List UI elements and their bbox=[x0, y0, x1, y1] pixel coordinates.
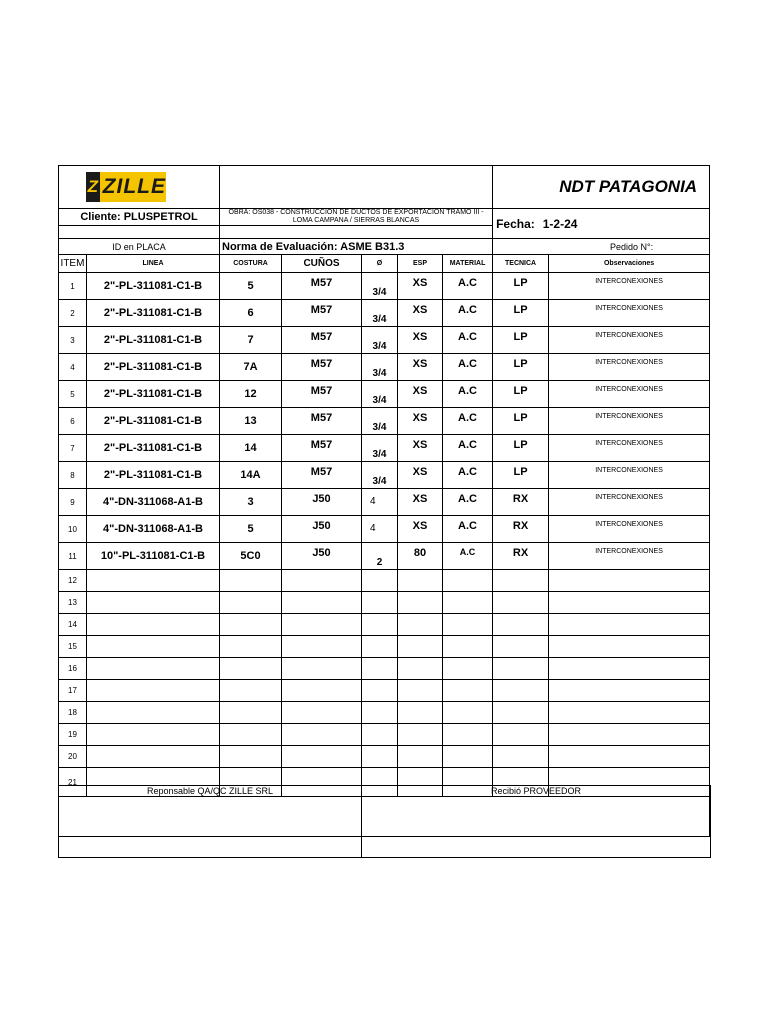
cell-item: 2 bbox=[59, 300, 87, 327]
cell-observaciones: INTERCONEXIONES bbox=[549, 516, 710, 543]
cell-item: 18 bbox=[59, 702, 87, 724]
cell-linea: 2"-PL-311081-C1-B bbox=[87, 327, 220, 354]
cell-item: 3 bbox=[59, 327, 87, 354]
cell-empty bbox=[362, 592, 398, 614]
cell-linea: 2"-PL-311081-C1-B bbox=[87, 273, 220, 300]
cell-observaciones: INTERCONEXIONES bbox=[549, 543, 710, 570]
cell-empty bbox=[443, 658, 493, 680]
zille-logo-text: ZILLE bbox=[102, 175, 166, 198]
cell-empty bbox=[362, 570, 398, 592]
cell-empty bbox=[443, 746, 493, 768]
cell-empty bbox=[282, 724, 362, 746]
cell-item: 21 bbox=[59, 768, 87, 797]
cell-empty bbox=[87, 658, 220, 680]
cell-observaciones: INTERCONEXIONES bbox=[549, 489, 710, 516]
blank-cell bbox=[59, 226, 220, 239]
cell-empty bbox=[493, 592, 549, 614]
cell-cunos: J50 bbox=[282, 489, 362, 516]
cell-diametro: 2 bbox=[362, 543, 398, 570]
cell-linea: 2"-PL-311081-C1-B bbox=[87, 300, 220, 327]
cell-linea: 2"-PL-311081-C1-B bbox=[87, 354, 220, 381]
cell-empty bbox=[549, 636, 710, 658]
cell-empty bbox=[87, 724, 220, 746]
blank-cell bbox=[220, 226, 493, 239]
cell-diametro: 3/4 bbox=[362, 435, 398, 462]
cell-item: 15 bbox=[59, 636, 87, 658]
cell-empty bbox=[549, 680, 710, 702]
cell-empty bbox=[362, 702, 398, 724]
cell-empty bbox=[398, 746, 443, 768]
table-row-empty bbox=[59, 570, 710, 592]
cliente-label: Cliente: PLUSPETROL bbox=[59, 209, 220, 226]
header-blank-cell bbox=[220, 166, 493, 209]
cell-empty bbox=[220, 702, 282, 724]
cell-cunos: M57 bbox=[282, 462, 362, 489]
col-tecnica: TECNICA bbox=[493, 255, 549, 273]
table-row-empty bbox=[59, 592, 710, 614]
cell-item: 8 bbox=[59, 462, 87, 489]
cell-item: 11 bbox=[59, 543, 87, 570]
cell-empty bbox=[443, 702, 493, 724]
cell-tecnica: LP bbox=[493, 327, 549, 354]
cell-tecnica: RX bbox=[493, 516, 549, 543]
cell-item: 5 bbox=[59, 381, 87, 408]
cell-costura: 3 bbox=[220, 489, 282, 516]
cell-empty bbox=[87, 746, 220, 768]
table-row-empty bbox=[59, 636, 710, 658]
cell-empty bbox=[220, 570, 282, 592]
cell-empty bbox=[398, 702, 443, 724]
cell-empty bbox=[362, 680, 398, 702]
col-cunos: CUÑOS bbox=[282, 255, 362, 273]
cell-empty bbox=[87, 636, 220, 658]
cell-cunos: M57 bbox=[282, 354, 362, 381]
col-item: ITEM bbox=[59, 255, 87, 273]
cell-esp: XS bbox=[398, 381, 443, 408]
table-row bbox=[59, 354, 710, 381]
cell-diametro: 3/4 bbox=[362, 327, 398, 354]
cell-observaciones: INTERCONEXIONES bbox=[549, 381, 710, 408]
cell-empty bbox=[549, 746, 710, 768]
cell-esp: XS bbox=[398, 462, 443, 489]
col-material: MATERIAL bbox=[443, 255, 493, 273]
cell-esp: XS bbox=[398, 489, 443, 516]
cell-diametro: 4 bbox=[362, 489, 398, 516]
cell-material: A.C bbox=[443, 489, 493, 516]
table-row bbox=[59, 408, 710, 435]
cell-material: A.C bbox=[443, 327, 493, 354]
cell-cunos: J50 bbox=[282, 516, 362, 543]
fecha-value: 1-2-24 bbox=[542, 216, 578, 231]
cell-material: A.C bbox=[443, 381, 493, 408]
cell-tecnica: RX bbox=[493, 543, 549, 570]
cell-observaciones: INTERCONEXIONES bbox=[549, 327, 710, 354]
cell-costura: 7 bbox=[220, 327, 282, 354]
table-row bbox=[59, 381, 710, 408]
cell-item: 19 bbox=[59, 724, 87, 746]
cell-tecnica: LP bbox=[493, 381, 549, 408]
table-row bbox=[59, 435, 710, 462]
cell-diametro: 3/4 bbox=[362, 300, 398, 327]
cell-empty bbox=[282, 746, 362, 768]
pedido-label: Pedido N°: bbox=[493, 239, 710, 255]
table-row bbox=[59, 300, 710, 327]
cell-empty bbox=[493, 746, 549, 768]
cell-empty bbox=[282, 680, 362, 702]
cell-empty bbox=[443, 592, 493, 614]
cell-item: 1 bbox=[59, 273, 87, 300]
table-row bbox=[59, 327, 710, 354]
cell-observaciones: INTERCONEXIONES bbox=[549, 354, 710, 381]
cell-observaciones: INTERCONEXIONES bbox=[549, 435, 710, 462]
table-row bbox=[59, 543, 710, 570]
cell-item: 20 bbox=[59, 746, 87, 768]
cell-cunos: M57 bbox=[282, 435, 362, 462]
cell-empty bbox=[220, 614, 282, 636]
cell-diametro: 3/4 bbox=[362, 381, 398, 408]
column-header-row bbox=[59, 255, 710, 273]
cell-esp: XS bbox=[398, 327, 443, 354]
signature-qaqc-label: Reponsable QA/QC ZILLE SRL bbox=[146, 786, 274, 796]
fecha-label: Fecha: bbox=[496, 216, 535, 231]
cell-empty bbox=[362, 746, 398, 768]
cell-empty bbox=[493, 658, 549, 680]
document-title: NDT PATAGONIA bbox=[493, 166, 710, 209]
cell-empty bbox=[87, 614, 220, 636]
cell-material: A.C bbox=[443, 273, 493, 300]
cell-empty bbox=[549, 724, 710, 746]
col-observaciones: Observaciones bbox=[549, 255, 710, 273]
cell-cunos: M57 bbox=[282, 327, 362, 354]
col-esp: ESP bbox=[398, 255, 443, 273]
cell-empty bbox=[398, 592, 443, 614]
cell-cunos: M57 bbox=[282, 300, 362, 327]
cell-costura: 12 bbox=[220, 381, 282, 408]
signature-qaqc bbox=[59, 786, 362, 857]
cell-item: 16 bbox=[59, 658, 87, 680]
cell-empty bbox=[87, 702, 220, 724]
cell-empty bbox=[398, 570, 443, 592]
table-row bbox=[59, 462, 710, 489]
cell-cunos: M57 bbox=[282, 381, 362, 408]
obra-description bbox=[220, 209, 493, 226]
cell-material: A.C bbox=[443, 462, 493, 489]
table-row-empty bbox=[59, 724, 710, 746]
cell-empty bbox=[398, 680, 443, 702]
cell-item: 14 bbox=[59, 614, 87, 636]
cell-material: A.C bbox=[443, 516, 493, 543]
cell-empty bbox=[493, 614, 549, 636]
cell-empty bbox=[362, 724, 398, 746]
cell-costura: 5C0 bbox=[220, 543, 282, 570]
cell-empty bbox=[282, 702, 362, 724]
cell-empty bbox=[220, 658, 282, 680]
table-row bbox=[59, 516, 710, 543]
cell-esp: XS bbox=[398, 273, 443, 300]
cell-linea: 4"-DN-311068-A1-B bbox=[87, 489, 220, 516]
cell-empty bbox=[493, 570, 549, 592]
cell-diametro: 4 bbox=[362, 516, 398, 543]
cell-diametro: 3/4 bbox=[362, 273, 398, 300]
cell-tecnica: LP bbox=[493, 354, 549, 381]
cell-costura: 5 bbox=[220, 516, 282, 543]
cell-cunos: M57 bbox=[282, 273, 362, 300]
cell-diametro: 3/4 bbox=[362, 408, 398, 435]
cell-esp: XS bbox=[398, 435, 443, 462]
cell-material: A.C bbox=[443, 435, 493, 462]
logo-cell bbox=[59, 166, 220, 209]
cell-linea: 2"-PL-311081-C1-B bbox=[87, 381, 220, 408]
cell-item: 17 bbox=[59, 680, 87, 702]
cell-empty bbox=[398, 724, 443, 746]
zille-logo bbox=[86, 172, 166, 202]
cell-esp: XS bbox=[398, 408, 443, 435]
cell-linea: 10"-PL-311081-C1-B bbox=[87, 543, 220, 570]
cell-material: A.C bbox=[443, 543, 493, 570]
cell-diametro: 3/4 bbox=[362, 462, 398, 489]
cell-observaciones: INTERCONEXIONES bbox=[549, 273, 710, 300]
cell-empty bbox=[493, 724, 549, 746]
cell-costura: 13 bbox=[220, 408, 282, 435]
cell-linea: 2"-PL-311081-C1-B bbox=[87, 462, 220, 489]
zille-logo-mark: Z bbox=[86, 172, 100, 202]
norma-label: Norma de Evaluación: ASME B31.3 bbox=[220, 239, 493, 255]
cell-item: 12 bbox=[59, 570, 87, 592]
cell-empty bbox=[443, 614, 493, 636]
cell-costura: 5 bbox=[220, 273, 282, 300]
cell-empty bbox=[549, 614, 710, 636]
cell-material: A.C bbox=[443, 300, 493, 327]
cell-empty bbox=[549, 592, 710, 614]
col-costura: COSTURA bbox=[220, 255, 282, 273]
cell-empty bbox=[362, 636, 398, 658]
cell-empty bbox=[549, 658, 710, 680]
cell-item: 7 bbox=[59, 435, 87, 462]
cell-empty bbox=[220, 592, 282, 614]
cell-empty bbox=[220, 724, 282, 746]
cell-observaciones: INTERCONEXIONES bbox=[549, 462, 710, 489]
cell-tecnica: LP bbox=[493, 300, 549, 327]
cell-observaciones: INTERCONEXIONES bbox=[549, 300, 710, 327]
table-row bbox=[59, 273, 710, 300]
cell-linea: 2"-PL-311081-C1-B bbox=[87, 435, 220, 462]
cell-tecnica: LP bbox=[493, 435, 549, 462]
col-linea: LINEA bbox=[87, 255, 220, 273]
signature-proveedor bbox=[362, 786, 710, 857]
table-row-empty bbox=[59, 746, 710, 768]
cell-item: 4 bbox=[59, 354, 87, 381]
cell-empty bbox=[493, 636, 549, 658]
cell-material: A.C bbox=[443, 354, 493, 381]
cell-empty bbox=[282, 592, 362, 614]
cell-costura: 14 bbox=[220, 435, 282, 462]
cell-cunos: M57 bbox=[282, 408, 362, 435]
cell-empty bbox=[87, 592, 220, 614]
cell-esp: XS bbox=[398, 516, 443, 543]
signature-proveedor-label: Recibió PROVEEDOR bbox=[490, 786, 582, 796]
cell-tecnica: LP bbox=[493, 462, 549, 489]
cell-empty bbox=[398, 658, 443, 680]
cell-empty bbox=[493, 702, 549, 724]
cell-empty bbox=[443, 680, 493, 702]
cell-costura: 7A bbox=[220, 354, 282, 381]
cell-empty bbox=[282, 636, 362, 658]
col-diametro: Ø bbox=[362, 255, 398, 273]
table-row-empty bbox=[59, 702, 710, 724]
table-row-empty bbox=[59, 658, 710, 680]
cell-empty bbox=[362, 658, 398, 680]
cell-empty bbox=[398, 636, 443, 658]
cell-tecnica: LP bbox=[493, 273, 549, 300]
obra-line-2: LOMA CAMPANA / SIERRAS BLANCAS bbox=[292, 217, 420, 224]
cell-empty bbox=[87, 570, 220, 592]
table-row-empty bbox=[59, 614, 710, 636]
cell-costura: 14A bbox=[220, 462, 282, 489]
cell-empty bbox=[282, 658, 362, 680]
cell-item: 13 bbox=[59, 592, 87, 614]
cell-empty bbox=[549, 570, 710, 592]
obra-line-1: OBRA: OS038 - CONSTRUCCION DE DUCTOS DE EXPORTACION TRAMO III - bbox=[228, 209, 484, 216]
fecha-cell bbox=[493, 209, 710, 239]
cell-observaciones: INTERCONEXIONES bbox=[549, 408, 710, 435]
inspection-sheet bbox=[58, 165, 710, 837]
cell-empty bbox=[220, 636, 282, 658]
cell-empty bbox=[443, 724, 493, 746]
cell-empty bbox=[220, 746, 282, 768]
cell-empty bbox=[87, 680, 220, 702]
cell-empty bbox=[443, 636, 493, 658]
signature-box bbox=[58, 785, 711, 858]
cell-empty bbox=[549, 702, 710, 724]
cell-tecnica: LP bbox=[493, 408, 549, 435]
cell-empty bbox=[398, 614, 443, 636]
ndt-report-table bbox=[58, 165, 710, 837]
cell-esp: XS bbox=[398, 300, 443, 327]
cell-linea: 2"-PL-311081-C1-B bbox=[87, 408, 220, 435]
cell-material: A.C bbox=[443, 408, 493, 435]
cell-tecnica: RX bbox=[493, 489, 549, 516]
cell-linea: 4"-DN-311068-A1-B bbox=[87, 516, 220, 543]
cell-empty bbox=[220, 680, 282, 702]
id-placa-label: ID en PLACA bbox=[59, 239, 220, 255]
cell-esp: XS bbox=[398, 354, 443, 381]
table-row bbox=[59, 489, 710, 516]
cell-empty bbox=[282, 570, 362, 592]
cell-diametro: 3/4 bbox=[362, 354, 398, 381]
cell-costura: 6 bbox=[220, 300, 282, 327]
cell-item: 9 bbox=[59, 489, 87, 516]
cell-empty bbox=[362, 614, 398, 636]
cell-cunos: J50 bbox=[282, 543, 362, 570]
table-row-empty bbox=[59, 680, 710, 702]
cell-empty bbox=[493, 680, 549, 702]
cell-empty bbox=[282, 614, 362, 636]
cell-item: 10 bbox=[59, 516, 87, 543]
cell-item: 6 bbox=[59, 408, 87, 435]
cell-empty bbox=[443, 570, 493, 592]
cell-esp: 80 bbox=[398, 543, 443, 570]
